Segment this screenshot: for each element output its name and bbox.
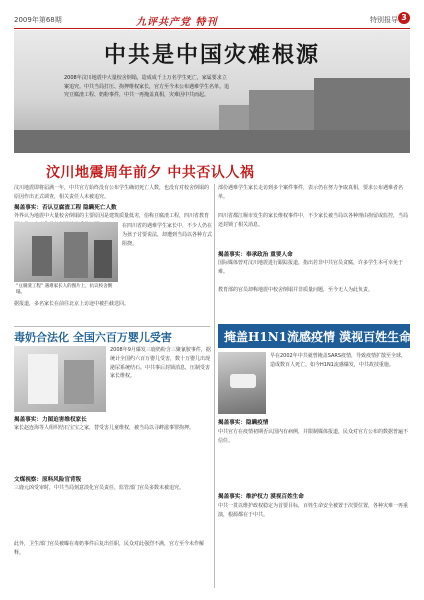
- protest-figure: [64, 232, 88, 278]
- right-body4: 教育部的官员却称地震中校舍倒塌并非质量问题，至今无人为此负责。: [218, 287, 374, 293]
- hero-lead: 2008年汶川地震中大量校舍倒塌，造成成千上万名学生死亡，家属要求立案追究。中共当局打压、拘押维权家长，官方至今未公布遇难学生名单。追究豆腐渣工程、奶粉事件，中共一再掩盖真相，灾难因中共而起。: [64, 75, 230, 99]
- protest-figure: [94, 240, 112, 278]
- page-number-badge: 3: [398, 12, 410, 24]
- column-divider: [214, 184, 215, 588]
- wenchuan-sub1: 揭盖事实：否认豆腐渣工程 隐瞒死亡人数: [14, 205, 117, 211]
- mask-photo: [218, 352, 266, 414]
- h1n1-body1: 中共官方在疫情初期否认国内有病例，并限制媒体报道，民众对官方公布的数据普遍不信任。: [218, 429, 409, 444]
- right-body3: 国际媒体曾对汶川地震进行跟踪报道，指出若非中共官员贪腐，许多学生本可幸免于难。: [218, 260, 404, 275]
- hero-ruins-shape: [314, 78, 410, 138]
- milk-headline: 毒奶合法化 全国六百万婴儿受害: [14, 331, 172, 344]
- milk-body1: 家长赵连海等人组织结石宝宝之家，替受害儿童维权，被当局以寻衅滋事罪拘押。: [14, 425, 195, 431]
- h1n1-body2: 中共一贯以维护政权稳定为首要目标，百姓生命安全被置于次要位置，各种灾难一再重演，根源都在于中共。: [218, 503, 409, 518]
- section-divider: [14, 326, 210, 327]
- milk-intro: 2008年9月爆发三鹿奶粉含三聚氰胺事件，据统计全国约六百万婴儿受害，数十万婴儿出现泌尿系统结石。中共事后封锁消息，压制受害家长维权。: [110, 347, 211, 380]
- face-mask: [230, 374, 256, 388]
- wenchuan-body2: 在四川省的遇难学生家长中，不少人仍在为孩子讨要说法，却遭到当局以各种方式阻挠。: [122, 223, 213, 247]
- milk-can: [64, 360, 94, 404]
- section-tag: 特别报导: [370, 16, 398, 24]
- wenchuan-intro: 汶川地震即将届满一年，中共官方始终没有公布学生确切死亡人数，也没有对校舍倒塌的原因作出正式调查，相关责任人未被追究。: [14, 185, 210, 200]
- milk-body3: 此外，卫生部门官员被曝在毒奶事件后复出任职，民众对此强烈不满，官方至今未作解释。: [14, 541, 205, 556]
- right-body1: 部份遇难学生家长走访到多个案件事件，表示仍在努力争取真相，要求公布遇难者名单。: [218, 185, 404, 200]
- masthead-title: 九评共产党 特刊: [136, 17, 218, 28]
- page-header: [14, 14, 410, 27]
- milk-sub1: 揭盖事实：力图迫害维权家长: [14, 417, 87, 423]
- h1n1-sub2: 揭盖事实：维护权力 漠视百姓生命: [218, 494, 304, 500]
- wenchuan-note: 据报道，多名家长在前往北京上访途中被拦截送回。: [14, 301, 130, 307]
- h1n1-sub1: 揭盖事实：隐瞒疫情: [218, 420, 269, 426]
- wenchuan-body1: 外界认为地震中大量校舍倒塌的主要原因是建筑质量低劣，俗称豆腐渣工程，四川省教育: [14, 213, 210, 219]
- protest-photo-caption: “豆腐渣工程” 遇难家长人的图片上，抗议校舍倒塌。: [16, 284, 113, 295]
- header-rule: [14, 28, 410, 29]
- milk-can: [28, 354, 58, 404]
- hero-banner: [14, 30, 410, 153]
- milk-photo: [14, 346, 106, 412]
- issue-number: 2009年第68期: [14, 16, 62, 24]
- protest-figure: [32, 236, 52, 276]
- milk-sub2: 文煤视察：原料风险官背叛: [14, 477, 82, 483]
- h1n1-headline: 掩盖H1N1流感疫情 漠视百姓生命: [224, 330, 412, 344]
- h1n1-headline-box: [218, 324, 410, 348]
- h1n1-intro: 早在2002年中共就曾掩盖SARS疫情，导致疫情扩散至全球，造成数百人死亡。如今H1N1流感爆发，中共故技重施。: [270, 353, 407, 368]
- hero-rubble: [14, 130, 410, 153]
- wenchuan-headline: 汶川地震周年前夕 中共否认人祸: [46, 165, 255, 181]
- protest-photo: [14, 222, 118, 282]
- right-body2: 四川省都江堰市发生的家长维权事件中，不少家长被当局以各种理由拘留或监控，当局还封锁了相关消息。: [218, 213, 409, 228]
- right-sub1: 揭盖事实：奉承政治 重要人命: [218, 252, 293, 258]
- hero-title: 中共是中国灾难根源: [103, 42, 320, 68]
- milk-body2: 三鹿元凶受审时，中共当局刻意淡化官员责任，监管部门官员多数未被追究。: [14, 485, 185, 491]
